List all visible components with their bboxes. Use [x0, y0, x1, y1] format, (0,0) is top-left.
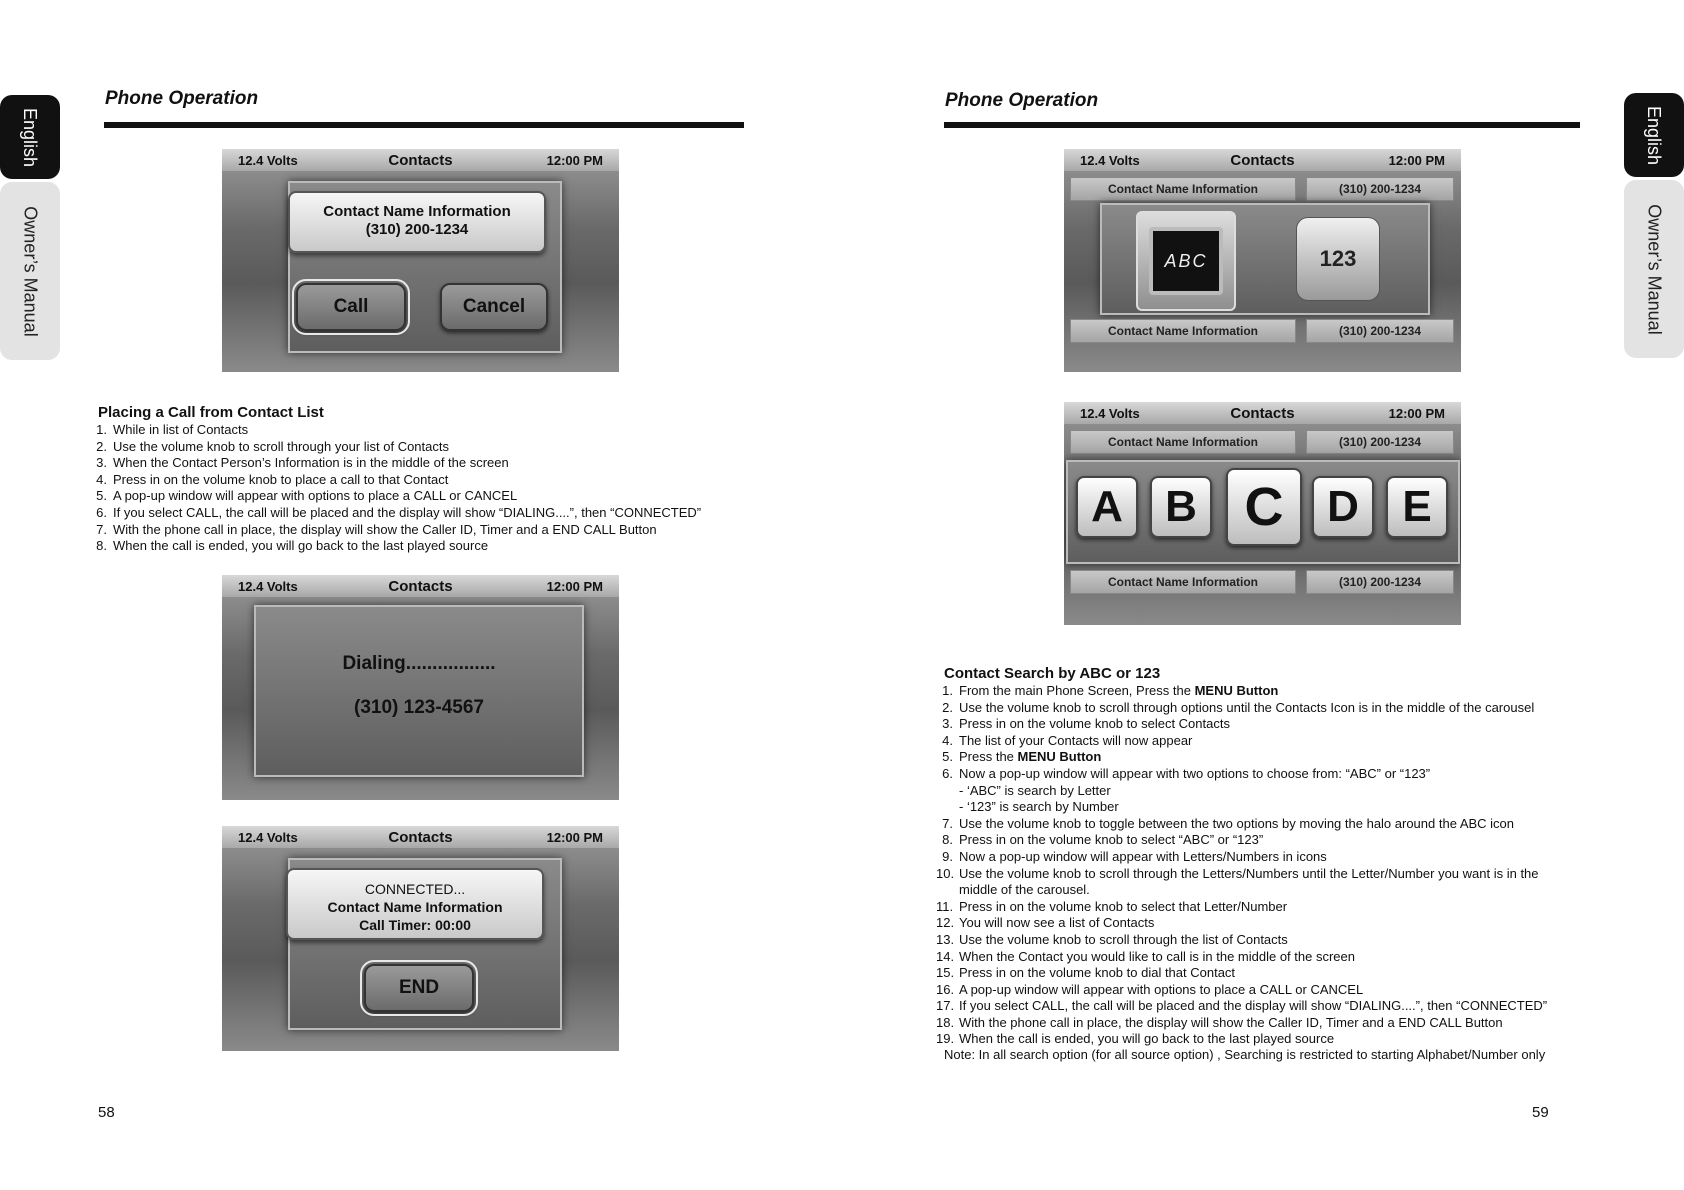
letter-a-tile[interactable]: A	[1076, 476, 1138, 538]
list-item	[936, 766, 1547, 783]
step-number: 11.	[936, 898, 954, 914]
list-item	[936, 949, 1547, 966]
volts-readout: 12.4 Volts	[238, 829, 298, 845]
right-title-rule	[944, 122, 1580, 128]
number-blocks-icon[interactable]: 123	[1296, 217, 1380, 301]
left-section-title: Phone Operation	[105, 88, 259, 109]
screen-dialing	[222, 575, 619, 800]
step-text: When the call is ended, you will go back to the last played source	[959, 1031, 1335, 1047]
step-bold-text: MENU Button	[1017, 749, 1102, 765]
connected-status: CONNECTED...	[364, 881, 466, 897]
list-item	[936, 998, 1547, 1015]
list-item	[90, 522, 701, 539]
list-item	[90, 488, 701, 505]
step-text: Use the volume knob to toggle between the two options by moving the halo around the ABC icon	[959, 815, 1515, 831]
dialing-popup	[254, 605, 584, 777]
screen-title: Contacts	[388, 828, 453, 846]
contact-row-name: Contact Name Information	[1070, 570, 1296, 594]
end-call-button[interactable]: END	[364, 964, 474, 1012]
list-item	[936, 783, 1547, 800]
tab-english-right	[1624, 93, 1684, 177]
step-text: While in list of Contacts	[113, 422, 249, 437]
step-text: Now a pop-up window will appear with Letters/Numbers in icons	[959, 848, 1327, 864]
volts-readout: 12.4 Volts	[1080, 152, 1140, 168]
tab-manual-label: Owner’s Manual	[20, 205, 41, 337]
step-number: 15.	[936, 965, 955, 981]
right-note: Note: In all search option (for all source option) , Searching is restricted to starting Alphabet/Number only	[944, 1047, 1546, 1062]
clock: 12:00 PM	[1388, 152, 1445, 168]
step-number: 13.	[936, 931, 955, 947]
screen-title: Contacts	[1230, 151, 1295, 169]
step-text: - ‘ABC” is search by Letter	[959, 782, 1111, 798]
right-section-title: Phone Operation	[945, 90, 1099, 111]
list-item	[936, 733, 1547, 750]
screen-header	[222, 575, 619, 597]
letter-e-tile[interactable]: E	[1386, 476, 1448, 538]
list-item	[936, 700, 1547, 717]
step-number: 3.	[942, 716, 953, 732]
right-page-number: 59	[1532, 1104, 1549, 1121]
step-text: If you select CALL, the call will be placed and the display will show “DIALING....”, then “CONNECTED”	[959, 998, 1548, 1014]
contact-row-phone: (310) 200-1234	[1306, 430, 1454, 454]
tab-owners-manual-left	[0, 182, 60, 360]
step-number: 6.	[96, 504, 107, 520]
step-text: middle of the carousel.	[959, 882, 1090, 898]
screen-letter-carousel	[1064, 402, 1461, 625]
clock: 12:00 PM	[1388, 405, 1445, 421]
list-item	[936, 932, 1547, 949]
letter-carousel-popup	[1066, 460, 1460, 564]
cancel-button[interactable]: Cancel	[440, 283, 548, 331]
step-text: Press in on the volume knob to select “ABC” or “123”	[959, 832, 1264, 848]
tab-owners-manual-right	[1624, 180, 1684, 358]
list-item	[90, 439, 701, 456]
list-item	[936, 799, 1547, 816]
step-text: Press in on the volume knob to place a call to that Contact	[113, 471, 449, 487]
step-number: 8.	[96, 538, 107, 554]
list-item	[936, 749, 1547, 766]
step-text: Press in on the volume knob to select Contacts	[959, 716, 1230, 732]
clock: 12:00 PM	[546, 829, 603, 845]
step-text: A pop-up window will appear with options to place a CALL or CANCEL	[959, 981, 1364, 997]
step-text: You will now see a list of Contacts	[959, 915, 1155, 931]
step-text: The list of your Contacts will now appear	[959, 732, 1193, 748]
list-item	[90, 505, 701, 522]
volts-readout: 12.4 Volts	[238, 152, 298, 168]
dialing-status: Dialing.................	[342, 653, 496, 674]
list-item	[90, 455, 701, 472]
step-number: 7.	[96, 521, 107, 537]
contact-info-card	[288, 191, 546, 253]
contact-row-phone: (310) 200-1234	[1306, 319, 1454, 343]
step-number: 1.	[942, 683, 953, 698]
screen-abc-123	[1064, 149, 1461, 372]
contact-name: Contact Name Information	[327, 899, 503, 915]
step-number: 9.	[942, 848, 953, 864]
step-text: When the Contact Person’s Information is in the middle of the screen	[113, 455, 509, 471]
tab-english-label: English	[1644, 105, 1665, 165]
list-item	[936, 882, 1547, 899]
right-steps-list	[936, 683, 1547, 1048]
step-text: Use the volume knob to scroll through the list of Contacts	[959, 931, 1288, 947]
screen-title: Contacts	[388, 577, 453, 595]
step-number: 4.	[96, 471, 107, 487]
step-text: From the main Phone Screen, Press the	[959, 683, 1195, 698]
dialing-number: (310) 123-4567	[354, 697, 484, 718]
step-text: Now a pop-up window will appear with two options to choose from: “ABC” or “123”	[959, 765, 1431, 781]
list-item	[936, 866, 1547, 883]
step-bold-text: MENU Button	[1194, 683, 1279, 698]
step-text: Use the volume knob to scroll through your list of Contacts	[113, 438, 449, 454]
contact-row-name: Contact Name Information	[1070, 430, 1296, 454]
list-item	[936, 899, 1547, 916]
list-item	[90, 538, 701, 555]
list-item	[936, 683, 1547, 700]
step-text: Use the volume knob to scroll through options until the Contacts Icon is in the middle of the carousel	[959, 699, 1535, 715]
step-number: 3.	[96, 455, 107, 471]
left-title-rule	[104, 122, 744, 128]
step-number: 17.	[936, 998, 955, 1014]
contact-name: Contact Name Information	[323, 203, 511, 220]
list-item	[936, 716, 1547, 733]
contact-row-phone: (310) 200-1234	[1306, 570, 1454, 594]
step-text: Use the volume knob to scroll through the Letters/Numbers until the Letter/Number you want is in the	[959, 865, 1539, 881]
contact-row-name: Contact Name Information	[1070, 177, 1296, 201]
step-text: With the phone call in place, the display will show the Caller ID, Timer and a END CALL Button	[113, 521, 657, 537]
list-item	[936, 982, 1547, 999]
contact-row-phone: (310) 200-1234	[1306, 177, 1454, 201]
tab-english-left	[0, 95, 60, 179]
step-number: 2.	[942, 699, 953, 715]
step-number: 2.	[96, 438, 107, 454]
step-text: Press in on the volume knob to select that Letter/Number	[959, 898, 1288, 914]
screen-header	[222, 826, 619, 848]
list-item	[936, 915, 1547, 932]
step-number: 10.	[936, 865, 955, 881]
tab-manual-label: Owner’s Manual	[1644, 203, 1665, 335]
volts-readout: 12.4 Volts	[1080, 405, 1140, 421]
step-number: 16.	[936, 981, 955, 997]
list-item	[90, 472, 701, 489]
step-number: 6.	[942, 765, 953, 781]
step-number: 14.	[936, 948, 955, 964]
screen-title: Contacts	[1230, 404, 1295, 422]
letter-c-tile[interactable]: C	[1226, 468, 1302, 546]
tab-english-label: English	[20, 107, 41, 167]
step-text: If you select CALL, the call will be placed and the display will show “DIALING....”, then “CONNECTED”	[113, 504, 702, 520]
screen-header	[1064, 402, 1461, 424]
screen-connected	[222, 826, 619, 1051]
screen-header	[1064, 149, 1461, 171]
left-steps-list	[90, 422, 701, 555]
list-item	[936, 816, 1547, 833]
step-number: 12.	[936, 915, 955, 931]
list-item	[936, 832, 1547, 849]
connected-info-card	[286, 868, 544, 940]
step-text: Press the	[959, 749, 1018, 765]
step-number: 18.	[936, 1014, 955, 1030]
call-button[interactable]: Call	[296, 283, 406, 331]
clock: 12:00 PM	[546, 578, 603, 594]
list-item	[936, 1031, 1547, 1048]
step-text: A pop-up window will appear with options to place a CALL or CANCEL	[113, 488, 518, 504]
step-text: - ‘123” is search by Number	[959, 799, 1119, 815]
abc-option[interactable]	[1136, 211, 1236, 311]
list-item	[90, 422, 701, 439]
step-number: 8.	[942, 832, 953, 848]
left-heading: Placing a Call from Contact List	[98, 404, 324, 421]
letter-d-tile[interactable]: D	[1312, 476, 1374, 538]
step-number: 5.	[96, 488, 107, 504]
call-timer: Call Timer: 00:00	[359, 917, 471, 933]
screen-header	[222, 149, 619, 171]
step-text: Press in on the volume knob to dial that Contact	[959, 965, 1236, 981]
step-number: 19.	[936, 1031, 955, 1047]
left-page-number: 58	[98, 1104, 115, 1121]
chalkboard-icon: ABC	[1149, 227, 1223, 295]
list-item	[936, 1015, 1547, 1032]
screen-title: Contacts	[388, 151, 453, 169]
step-text: When the call is ended, you will go back to the last played source	[113, 538, 489, 554]
contact-row-name: Contact Name Information	[1070, 319, 1296, 343]
step-text: With the phone call in place, the display will show the Caller ID, Timer and a END CALL Button	[959, 1014, 1503, 1030]
list-item	[936, 849, 1547, 866]
step-number: 7.	[942, 815, 953, 831]
step-number: 5.	[942, 749, 953, 765]
list-item	[936, 965, 1547, 982]
contact-phone: (310) 200-1234	[365, 221, 469, 238]
step-number: 1.	[96, 422, 107, 437]
right-heading: Contact Search by ABC or 123	[944, 665, 1161, 682]
step-text: When the Contact you would like to call is in the middle of the screen	[959, 948, 1355, 964]
screen-call-cancel	[222, 149, 619, 372]
clock: 12:00 PM	[546, 152, 603, 168]
letter-b-tile[interactable]: B	[1150, 476, 1212, 538]
step-number: 4.	[942, 732, 953, 748]
volts-readout: 12.4 Volts	[238, 578, 298, 594]
